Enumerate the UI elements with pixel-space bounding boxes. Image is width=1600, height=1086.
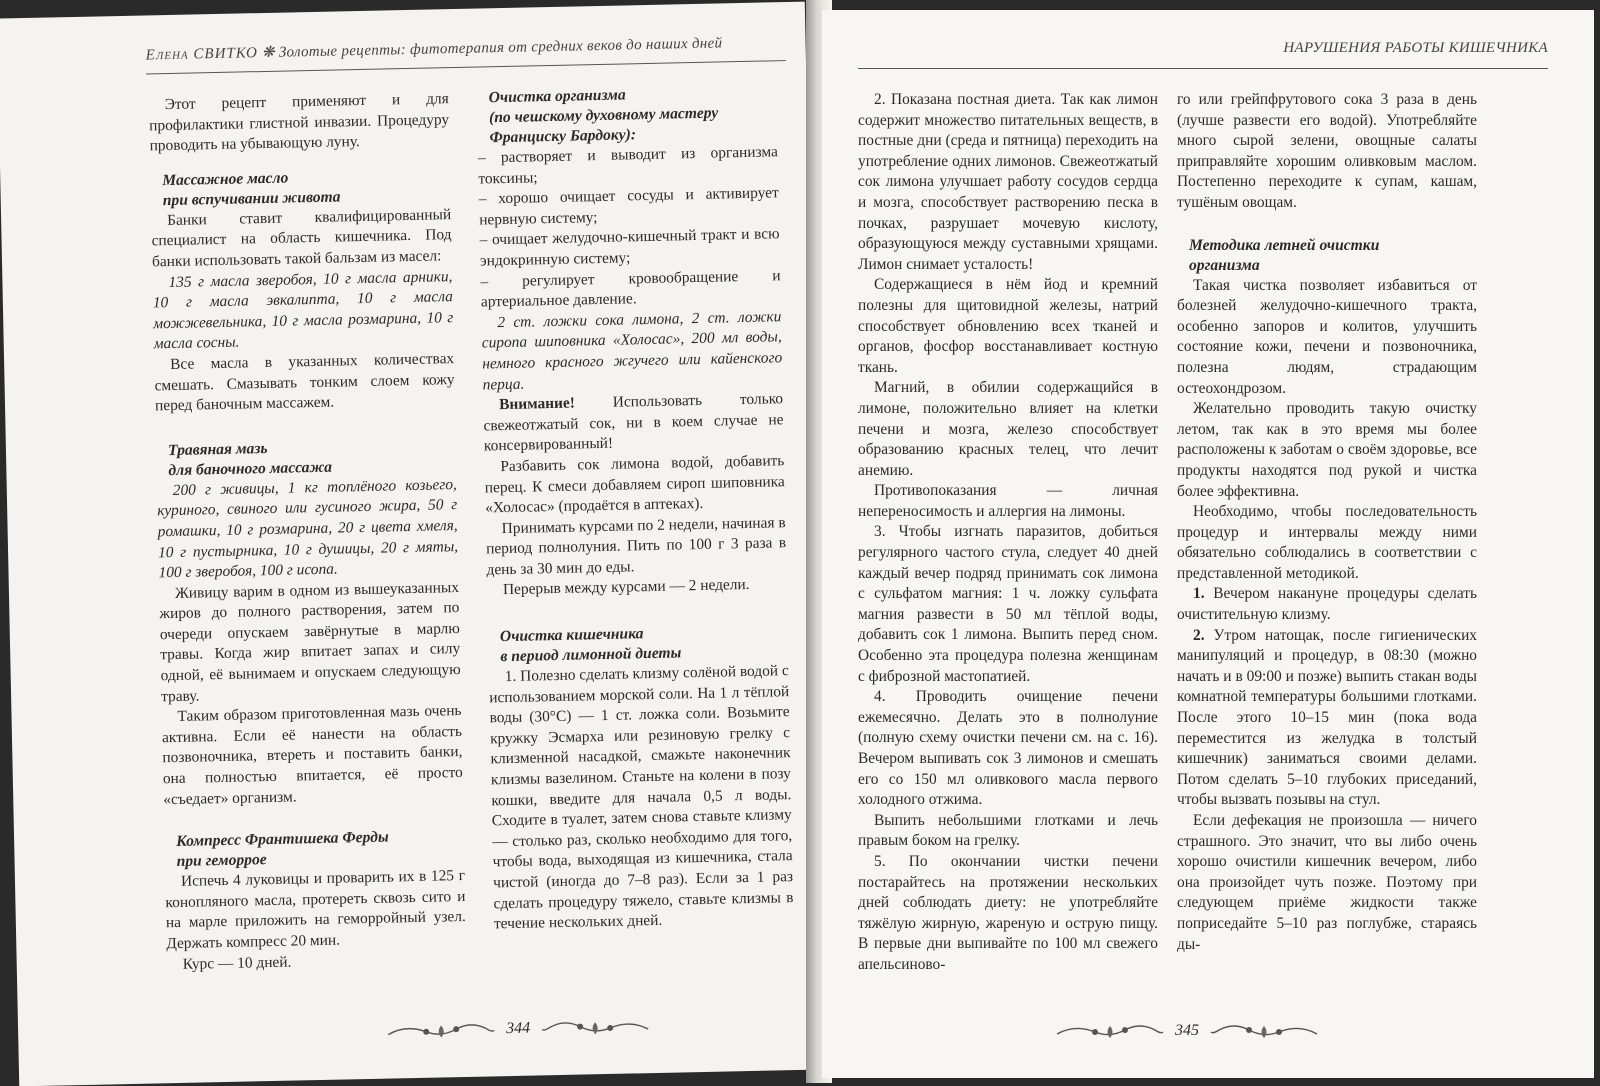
recipe-heading [168,435,457,481]
recipe-heading [162,165,451,211]
ornament-icon [540,1015,650,1039]
step-paragraph [1177,584,1477,625]
ornament-icon [1055,1020,1165,1042]
list-item: – хорошо очищает сосуды и активирует нервную систему; [478,184,779,229]
paragraph: Если дефекация не произошла — ничего страшного. Это значит, что вы либо очень хорошо очистили кишечник вечером, либо она произойдет чуть позже. Поэтому при следующем приёме жидкости также поприседайте 5–10 раз поглубже, стараясь ды- [1177,812,1477,953]
heading-line: Очистка кишечника [499,625,644,646]
heading-line: Массажное масло [162,169,289,189]
heading-line: при геморрое [176,851,267,871]
left-column-1 [149,89,467,975]
recipe-ingredients: 2 ст. ложки сока лимона, 2 ст. ложки сиропа шиповника «Холосас», 200 мл воды, немного красного жгучего или кайенского перца. [481,307,783,394]
right-page [822,10,1594,1078]
running-header-right [858,40,1548,69]
paragraph: Банки ставит квалифицированный специалист на область кишечника. Под банки использовать такой бальзам из масел: [151,205,452,271]
recipe-heading [488,82,777,148]
paragraph: Курс — 10 дней. [182,953,292,973]
paragraph: Перерыв между курсами — 2 недели. [502,576,750,599]
recipe-heading [176,826,465,872]
running-header-left [146,32,786,74]
paragraph: Разбавить сок лимона водой, добавить перец. К смеси добавляем сироп шиповника «Холосас» (продаётся в аптеках). [484,452,785,517]
step-text: Утром натощак, после гигиенических манипуляций и процедур, в 08:30 (можно начать и в 09:00 и позже) выпить стакан воды комнатной температуры большими глотками. После этого 10–15 мин (пока вода переместится из желудка в толстый кишечник) заниматься своими делами. Потом сделать 5–10 глубоких приседаний, чтобы вызвать позывы на стул. [1177,626,1477,809]
heading-line: при вспучивании живота [162,188,341,209]
page-footer-right [1022,1014,1352,1048]
list-item: – растворяет и выводит из организма токсины; [477,143,779,188]
step-number: 2. [1193,626,1205,644]
paragraph: го или грейпфрутового сока 3 раза в день (лучше развести его водой). Употребляйте много сырой зелени, овощные салаты приправляйте хорошим оливковым маслом. Постепенно переходите к супам, кашам, тушёным овощам. [1177,91,1477,211]
heading-line: Франциску Бардоку): [489,126,637,147]
left-column-2 [476,82,794,935]
paragraph: Испечь 4 луковицы и проварить их в 125 г конопляного масла, протереть сквозь сито и на марле приложить на геморройный узел. Держать компресс 20 мин. [165,867,466,953]
heading-line: Компресс Франтишека Ферды [176,828,389,851]
paragraph: 5. По окончании чистки печени постарайтесь на протяжении нескольких дней соблюдать диету: не употребляйте тяжёлую жирную, жареную и острую пищу. В первые дни выпивайте по 100 мл свежего апельсиново- [858,852,1158,973]
warning-paragraph [483,389,784,457]
header-section-title: НАРУШЕНИЯ РАБОТЫ КИШЕЧНИКА [1283,40,1548,56]
recipe-heading [1189,236,1477,276]
recipe-ingredients: 135 г масла зверобоя, 10 г масла арники, 10 г масла эвкалипта, 10 г масла можжевельника, 10 г масла розмарина, 10 г масла сосны. [152,267,454,353]
heading-line: в период лимонной диеты [500,644,682,666]
list-item: – очищает желудочно-кишечный тракт и всю эндокринную систему; [479,225,780,270]
page-footer-left [353,1008,684,1049]
paragraph: 4. Проводить очищение печени ежемесячно. Делать это в полнолуние (полную схему очистки печени см. на с. 16). Вечером выпивать сок 3 лимонов и смешать его со 150 мл оливкового масла первого холодного отжима. [858,688,1158,809]
step-number: 1. [1193,585,1205,603]
paragraph: Все масла в указанных количествах смешать. Смазывать тонким слоем кожу перед баночным массажем. [154,350,455,415]
step-paragraph [1177,626,1477,811]
recipe-ingredients: 200 г живицы, 1 кг топлёного козьего, куриного, свиного или гусиного жира, 50 г ромашки, 10 г розмарина, 20 г цвета хмеля, 10 г пустырника, 10 г душицы, 20 г мяты, 100 г зверобоя, 100 г исопа. [157,475,459,582]
header-author: Елена СВИТКО [145,45,259,64]
header-book-title: Золотые рецепты: фитотерапия от средних веков до наших дней [278,35,723,61]
paragraph: Противопоказания — личная непереносимость и аллергия на лимоны. [858,482,1158,520]
heading-line: Методика летней очистки [1189,236,1380,254]
paragraph: 3. Чтобы изгнать паразитов, добиться регулярного частого стула, следует 40 дней каждый вечер подряд принимать сок лимона с сульфатом магния: 1 ч. ложку сульфата магния развести в 50 мл тёплой воды, добавить сок 1 лимона. Выпить перед сном. Особенно эта процедура полезна женщинам с фиброзной мастопатией. [858,523,1158,685]
page-number: 345 [1175,1022,1199,1039]
paragraph: Необходимо, чтобы последовательность процедур и интервалы между ними обязательно соблюдались в соответствии с представленной методикой. [1177,503,1477,582]
paragraph: Желательно проводить такую очистку летом, так как в это время мы более расположены к заботам о своём здоровье, все продукты находятся под рукой и чистка более эффективна. [1177,400,1477,500]
ornament-icon [1209,1020,1319,1042]
recipe-heading [500,621,789,667]
paragraph: Таким образом приготовленная мазь очень активна. Если её нанести на область позвоночника, втереть и поставить банки, она полностью впитается, её просто «съедает» организм. [161,702,463,808]
heading-line: для баночного массажа [168,458,333,479]
heading-line: Травяная мазь [167,439,268,459]
paragraph: Этот рецепт применяют и для профилактики глистной инвазии. Процедуру проводить на убывающую луну. [149,90,450,155]
ornament-icon [386,1018,496,1042]
list-item: – регулирует кровообращение и артериальное давление. [480,266,781,311]
warning-label: Внимание! [498,394,576,414]
paragraph: Живицу варим в одном из вышеуказанных жиров до полного растворения, затем по очереди опускаем завёрнутые в марлю травы. Когда жир впитает запах и силу одной, её вынимаем и опускаем следующую траву. [159,578,461,705]
heading-line: организма [1189,256,1260,274]
page-number: 344 [505,1019,531,1038]
right-column-2 [1177,90,1477,955]
paragraph: Такая чистка позволяет избавиться от болезней желудочно-кишечного тракта, особенно запоров и колитов, улучшить состояние кожи, печени и позвоночника, полезна людям, страдающим остеохондрозом. [1177,276,1477,397]
paragraph: 2. Показана постная диета. Так как лимон содержит множество питательных веществ, в постные дни (среда и пятница) переходить на употребление одних лимонов. Свежеотжатый сок лимона улучшает работу сосудов сердца и мозга, способствует растворению песка в почках, разрушает мочевую кислоту, образующуюся между суставными хрящами. Лимон снимает усталость! [858,91,1158,273]
paragraph: Магний, в обилии содержащийся в лимоне, положительно влияет на клетки печени и мозга, железо способствует образованию красных телец, что лечит анемию. [858,379,1158,479]
heading-line: (по чешскому духовному мастеру [488,104,719,127]
left-page [0,2,827,1086]
header-separator: ❋ [261,44,275,62]
heading-line: Очистка организма [488,86,626,107]
paragraph: 1. Полезно сделать клизму солёной водой с использованием морской соли. На 1 л тёплой воды (30°С) — 1 ст. ложка соли. Возьмите кружку Эсмарха или резиновую грелку с клизменной насадкой, смажьте наконечник клизмы вазелином. Станьте на колени в позу кошки, введите для начала 0,5 л воды. Сходите в туалет, затем снова ставьте клизму — столько раз, сколько необходимо для того, чтобы вода, выходящая из кишечника, стала чистой (иногда до 7–8 раз). Если за 1 раз сделать процедуру тяжело, ставьте клизмы в течение нескольких дней. [489,662,794,933]
warning-text: Использовать только свежеотжатый сок, ни в коем случае не консервированный! [483,390,784,455]
right-column-1 [858,90,1158,976]
paragraph: Принимать курсами по 2 недели, начиная в период полнолуния. Пить по 100 г 3 раза в день за 30 мин до еды. [485,513,787,579]
step-text: Вечером накануне процедуры сделать очистительную клизму. [1177,585,1477,624]
paragraph: Выпить небольшими глотками и лечь правым боком на грелку. [858,811,1158,850]
paragraph: Содержащиеся в нём йод и кремний полезны для щитовидной железы, натрий способствует обновлению всех тканей и органов, фосфор восстанавливает костную ткань. [858,276,1158,376]
